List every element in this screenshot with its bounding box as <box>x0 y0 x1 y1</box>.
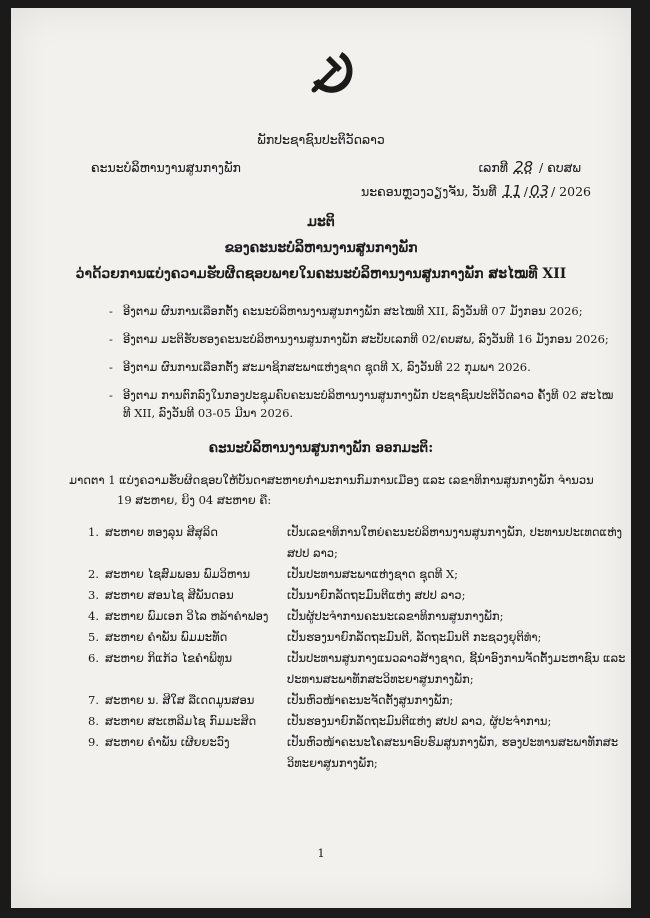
member-row <box>71 711 631 732</box>
member-name: ສະຫາຍ ທອງລຸນ ສີສຸລິດ <box>105 525 218 539</box>
place-prefix: ນະຄອນຫຼວງວຽງຈັນ, ວັນທີ <box>360 184 497 199</box>
party-name: ພັກປະຊາຊົນປະຕິວັດລາວ <box>257 132 385 147</box>
member-number: 1. <box>88 525 99 539</box>
member-number: 2. <box>88 567 99 581</box>
member-position: ເປັນຮອງນາຍົກລັດຖະມົນຕີ, ລັດຖະມົນຕີ ກະຊວງຍຸຕິທຳ; <box>287 630 542 644</box>
resolution-title: ມະຕິ <box>307 214 335 230</box>
member-name: ສະຫາຍ ໄຊສົມພອນ ພົມວິຫານ <box>105 567 251 581</box>
number-prefix: ເລກທີ <box>478 160 508 175</box>
member-position: ເປັນຮອງນາຍົກລັດຖະມົນຕີແຫ່ງ ສປປ ລາວ, ຜູ້ປະຈຳການ; <box>287 714 552 728</box>
date-month: 03 <box>529 182 549 200</box>
member-number: 7. <box>88 693 99 707</box>
article-1-line-1: ມາດຕາ 1 ແບ່ງຄວາມຮັບຜິດຊອບໃຫ້ບັນດາສະຫາຍກຳມະການກົມການເມືອງ ແລະ ເລຂາທິການສູນກາງພັກ ຈຳນວນ <box>69 473 594 487</box>
member-name: ສະຫາຍ ນ. ສີໃສ ລືເດດມູນສອນ <box>105 693 255 707</box>
reference-item: - ອີງຕາມ ການຕົກລົງໃນກອງປະຊຸມຄົບຄະນະບໍລິຫານງານສູນກາງພັກ ປະຊາຊົນປະຕິວັດລາວ ຄັ້ງທີ 02 ສະໄໝທີ XII, ລົງວັນທີ 03-05 ມີນາ 2026. <box>109 386 615 422</box>
reference-item: - ອີງຕາມ ມະຕິຮັບຮອງຄະນະບໍລິຫານງານສູນກາງພັກ ສະບັບເລກທີ 02/ຄບສພ, ລົງວັນທີ 16 ມັງກອນ 2026; <box>109 330 615 348</box>
member-number: 6. <box>88 651 99 665</box>
date-day: 11 <box>502 182 522 200</box>
member-row <box>71 627 631 648</box>
member-number: 5. <box>88 630 99 644</box>
reference-item: - ອີງຕາມ ຜົນການເລືອກຕັ້ງ ສະມາຊິກສະພາແຫ່ງຊາດ ຊຸດທີ X, ລົງວັນທີ 22 ກຸມພາ 2026. <box>109 358 615 376</box>
references-list <box>109 302 615 432</box>
member-position: ເປັນເລຂາທິການໃຫຍ່ຄະນະບໍລິຫານງານສູນກາງພັກ, ປະທານປະເທດແຫ່ງ ສປປ ລາວ; <box>287 525 623 560</box>
page-number: 1 <box>317 846 325 860</box>
resolution-topic: ວ່າດ້ວຍການແບ່ງຄວາມຮັບຜິດຊອບພາຍໃນຄະນະບໍລິຫານງານສູນກາງພັກ ສະໄໝທີ XII <box>75 266 567 282</box>
member-name: ສະຫາຍ ສະເຫລີມໄຊ ກົມມະສິດ <box>105 714 257 728</box>
members-list <box>71 522 631 774</box>
member-row <box>71 585 631 606</box>
member-number: 8. <box>88 714 99 728</box>
article-1 <box>69 470 617 510</box>
hammer-and-sickle-icon <box>304 46 360 102</box>
article-1-line-2: 19 ສະຫາຍ, ຍິງ 04 ສະຫາຍ ຄື: <box>117 493 272 507</box>
resolution-subtitle: ຂອງຄະນະບໍລິຫານງານສູນກາງພັກ <box>224 240 418 256</box>
decides-heading: ຄະນະບໍລິຫານງານສູນກາງພັກ ອອກມະຕິ: <box>208 440 434 456</box>
member-number: 4. <box>88 609 99 623</box>
member-row <box>71 606 631 627</box>
document-page <box>11 8 631 908</box>
member-row <box>71 564 631 585</box>
member-name: ສະຫາຍ ຄຳພັນ ເຜີຍຍະວົງ <box>105 735 230 749</box>
member-position: ເປັນປະທານສະພາແຫ່ງຊາດ ຊຸດທີ X; <box>287 567 459 581</box>
reference-item: - ອີງຕາມ ຜົນການເລືອກຕັ້ງ ຄະນະບໍລິຫານງານສູນກາງພັກ ສະໄໝທີ XII, ລົງວັນທີ 07 ມັງກອນ 2026; <box>109 302 615 320</box>
member-position: ເປັນຫົວໜ້າຄະນະຈັດຕັ້ງສູນກາງພັກ; <box>287 693 454 707</box>
date-year: / 2026 <box>551 184 591 199</box>
member-name: ສະຫາຍ ຄຳພັນ ພົມມະທັດ <box>105 630 228 644</box>
number-value: 28 <box>513 158 534 176</box>
place-date: ນະຄອນຫຼວງວຽງຈັນ, ວັນທີ 11 / 03 / 2026 <box>360 182 591 200</box>
member-position: ເປັນນາຍົກລັດຖະມົນຕີແຫ່ງ ສປປ ລາວ; <box>287 588 466 602</box>
member-row <box>71 648 631 690</box>
member-row <box>71 732 631 774</box>
member-number: 9. <box>88 735 99 749</box>
member-position: ເປັນຜູ້ປະຈຳການຄະນະເລຂາທິການສູນກາງພັກ; <box>287 609 504 623</box>
member-name: ສະຫາຍ ກິແກ້ວ ໄຂຄຳພິທູນ <box>105 651 233 665</box>
member-position: ເປັນປະທານສູນກາງແນວລາວສ້າງຊາດ, ຊີ້ນຳອົງການຈັດຕັ້ງມະຫາຊົນ ແລະ ປະທານສະພາທັກສະວິທະຍາສູນກາງພັກ; <box>287 651 626 686</box>
member-number: 3. <box>88 588 99 602</box>
committee-name: ຄະນະບໍລິຫານງານສູນກາງພັກ <box>91 160 241 175</box>
member-position: ເປັນຫົວໜ້າຄະນະໂຄສະນາອົບຮົມສູນກາງພັກ, ຮອງປະທານສະພາທັກສະວິທະຍາສູນກາງພັກ; <box>287 735 619 770</box>
document-number <box>479 158 581 176</box>
member-name: ສະຫາຍ ພົມເອກ ວິໄລ ຫລ້າຄຳຟອງ <box>105 609 269 623</box>
number-suffix: / ຄບສພ <box>539 160 581 175</box>
member-row <box>71 522 631 564</box>
member-name: ສະຫາຍ ສອນໄຊ ສີພັນດອນ <box>105 588 234 602</box>
member-row <box>71 690 631 711</box>
